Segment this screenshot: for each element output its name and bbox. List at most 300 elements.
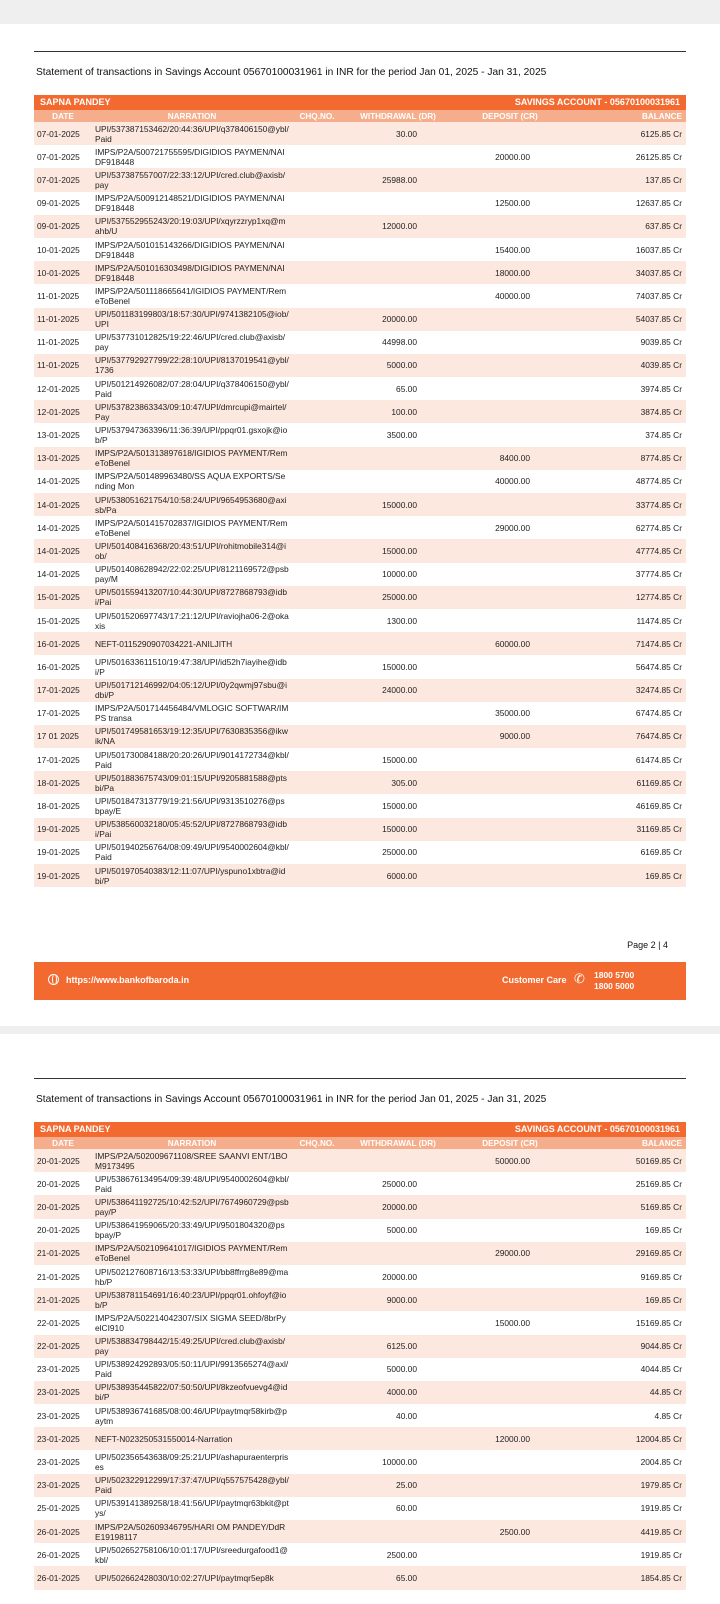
date-cell: 20-01-2025 (34, 1195, 92, 1218)
transactions-body (34, 122, 686, 887)
table-row (34, 493, 686, 516)
withdrawal-cell: 25.00 (342, 1474, 454, 1497)
narration-cell: UPI/537552955243/20:19:03/UPI/xqyrzzryp1xq@mahb/U (92, 215, 292, 238)
withdrawal-cell (342, 1427, 454, 1450)
balance-cell: 9169.85 Cr (566, 1265, 686, 1288)
narration-cell: NEFT-N023250531550014-Narration (92, 1427, 292, 1450)
balance-cell: 4039.85 Cr (566, 354, 686, 377)
balance-cell: 56474.85 Cr (566, 655, 686, 678)
chq-cell (292, 586, 342, 609)
table-row (34, 748, 686, 771)
chq-cell (292, 284, 342, 307)
chq-cell (292, 1404, 342, 1427)
narration-cell: UPI/501970540383/12:11:07/UPI/yspuno1xbtra@idbi/P (92, 864, 292, 887)
chq-cell (292, 447, 342, 470)
deposit-cell (454, 655, 566, 678)
withdrawal-cell: 15000.00 (342, 493, 454, 516)
narration-cell: IMPS/P2A/501714456484/VMLOGIC SOFTWAR/IMPS transa (92, 702, 292, 725)
deposit-cell (454, 563, 566, 586)
table-row (34, 1172, 686, 1195)
table-row (34, 586, 686, 609)
narration-cell: IMPS/P2A/501313897618/IGIDIOS PAYMENT/RemeToBenel (92, 447, 292, 470)
deposit-cell (454, 609, 566, 632)
balance-cell: 6169.85 Cr (566, 841, 686, 864)
balance-cell: 12004.85 Cr (566, 1427, 686, 1450)
chq-cell (292, 655, 342, 678)
balance-cell: 34037.85 Cr (566, 261, 686, 284)
withdrawal-cell: 25000.00 (342, 1172, 454, 1195)
table-row (34, 1149, 686, 1172)
table-row (34, 145, 686, 168)
chq-cell (292, 122, 342, 145)
page-separator (0, 1026, 720, 1034)
globe-icon (48, 974, 59, 985)
narration-cell: UPI/538051621754/10:58:24/UPI/9654953680@axisb/Pa (92, 493, 292, 516)
deposit-cell (454, 1450, 566, 1473)
chq-cell (292, 331, 342, 354)
withdrawal-cell: 5000.00 (342, 1219, 454, 1242)
deposit-cell (454, 1219, 566, 1242)
table-row (34, 1265, 686, 1288)
deposit-cell (454, 400, 566, 423)
deposit-cell (454, 122, 566, 145)
narration-cell: UPI/501214926082/07:28:04/UPI/q378406150@ybl/Paid (92, 377, 292, 400)
narration-cell: UPI/537792927799/22:28:10/UPI/8137019541@ybl/1736 (92, 354, 292, 377)
date-cell: 21-01-2025 (34, 1265, 92, 1288)
deposit-cell: 35000.00 (454, 702, 566, 725)
table-row (34, 238, 686, 261)
chq-cell (292, 377, 342, 400)
date-cell: 07-01-2025 (34, 122, 92, 145)
deposit-cell (454, 748, 566, 771)
date-cell: 12-01-2025 (34, 400, 92, 423)
withdrawal-cell: 60.00 (342, 1497, 454, 1520)
col-chq-no: CHQ.NO. (292, 1137, 342, 1149)
statement-title: Statement of transactions in Savings Account 05670100031961 in INR for the period Jan 01, 2025 - Jan 31, 2025 (36, 67, 547, 78)
narration-cell: UPI/502356543638/09:25:21/UPI/ashapuraenterprises (92, 1450, 292, 1473)
table-row (34, 1474, 686, 1497)
deposit-cell (454, 539, 566, 562)
chq-cell (292, 679, 342, 702)
table-row (34, 192, 686, 215)
chq-cell (292, 771, 342, 794)
chq-cell (292, 609, 342, 632)
balance-cell: 29169.85 Cr (566, 1242, 686, 1265)
deposit-cell: 40000.00 (454, 470, 566, 493)
deposit-cell (454, 1381, 566, 1404)
date-cell: 18-01-2025 (34, 794, 92, 817)
chq-cell (292, 354, 342, 377)
chq-cell (292, 1195, 342, 1218)
date-cell: 17 01 2025 (34, 725, 92, 748)
table-row (34, 261, 686, 284)
narration-cell: UPI/501712146992/04:05:12/UPI/0y2qwmj97sbu@idbi/P (92, 679, 292, 702)
col-date: DATE (34, 1137, 92, 1149)
balance-cell: 61474.85 Cr (566, 748, 686, 771)
withdrawal-cell: 9000.00 (342, 1288, 454, 1311)
chq-cell (292, 470, 342, 493)
date-cell: 12-01-2025 (34, 377, 92, 400)
withdrawal-cell: 3500.00 (342, 423, 454, 446)
account-number-label: SAVINGS ACCOUNT - 05670100031961 (514, 97, 680, 107)
balance-cell: 46169.85 Cr (566, 794, 686, 817)
deposit-cell (454, 1358, 566, 1381)
phone-icon: ✆ (574, 971, 585, 986)
chq-cell (292, 215, 342, 238)
deposit-cell: 15400.00 (454, 238, 566, 261)
withdrawal-cell: 5000.00 (342, 354, 454, 377)
header-rule (34, 1078, 686, 1079)
deposit-cell (454, 1172, 566, 1195)
customer-care-numbers (594, 970, 634, 992)
withdrawal-cell (342, 284, 454, 307)
date-cell: 23-01-2025 (34, 1427, 92, 1450)
date-cell: 14-01-2025 (34, 470, 92, 493)
table-row (34, 725, 686, 748)
table-row (34, 1404, 686, 1427)
transactions-body (34, 1149, 686, 1590)
deposit-cell: 12500.00 (454, 192, 566, 215)
date-cell: 14-01-2025 (34, 539, 92, 562)
balance-cell: 26125.85 Cr (566, 145, 686, 168)
chq-cell (292, 1335, 342, 1358)
withdrawal-cell: 1300.00 (342, 609, 454, 632)
chq-cell (292, 423, 342, 446)
narration-cell: UPI/501520697743/17:21:12/UPI/raviojha06-2@okaxis (92, 609, 292, 632)
table-row (34, 1381, 686, 1404)
chq-cell (292, 493, 342, 516)
balance-cell: 71474.85 Cr (566, 632, 686, 655)
withdrawal-cell: 100.00 (342, 400, 454, 423)
narration-cell: IMPS/P2A/501016303498/DIGIDIOS PAYMEN/NAIDF918448 (92, 261, 292, 284)
date-cell: 26-01-2025 (34, 1520, 92, 1543)
deposit-cell: 15000.00 (454, 1311, 566, 1334)
narration-cell: IMPS/P2A/502009671108/SREE SAANVI ENT/1BOM9173495 (92, 1149, 292, 1172)
withdrawal-cell: 44998.00 (342, 331, 454, 354)
withdrawal-cell: 6125.00 (342, 1335, 454, 1358)
chq-cell (292, 1566, 342, 1589)
chq-cell (292, 1358, 342, 1381)
withdrawal-cell (342, 145, 454, 168)
balance-cell: 169.85 Cr (566, 1288, 686, 1311)
balance-cell: 4044.85 Cr (566, 1358, 686, 1381)
balance-cell: 31169.85 Cr (566, 818, 686, 841)
deposit-cell: 29000.00 (454, 516, 566, 539)
table-header-row (34, 1137, 686, 1149)
narration-cell: UPI/537823863343/09:10:47/UPI/dmrcupi@mairtel/Pay (92, 400, 292, 423)
narration-cell: IMPS/P2A/500721755595/DIGIDIOS PAYMEN/NAIDF918448 (92, 145, 292, 168)
balance-cell: 44.85 Cr (566, 1381, 686, 1404)
chq-cell (292, 1219, 342, 1242)
date-cell: 11-01-2025 (34, 331, 92, 354)
narration-cell: UPI/501408628942/22:02:25/UPI/8121169572@psbpay/M (92, 563, 292, 586)
date-cell: 19-01-2025 (34, 818, 92, 841)
deposit-cell (454, 493, 566, 516)
table-row (34, 470, 686, 493)
deposit-cell (454, 215, 566, 238)
narration-cell: UPI/538834798442/15:49:25/UPI/cred.club@axisb/pay (92, 1335, 292, 1358)
table-row (34, 1195, 686, 1218)
account-header-bar (34, 1122, 686, 1137)
balance-cell: 4.85 Cr (566, 1404, 686, 1427)
date-cell: 17-01-2025 (34, 748, 92, 771)
date-cell: 14-01-2025 (34, 493, 92, 516)
chq-cell (292, 1149, 342, 1172)
balance-cell: 1919.85 Cr (566, 1497, 686, 1520)
table-row (34, 1242, 686, 1265)
date-cell: 23-01-2025 (34, 1474, 92, 1497)
balance-cell: 67474.85 Cr (566, 702, 686, 725)
col-narration: NARRATION (92, 110, 292, 122)
balance-cell: 61169.85 Cr (566, 771, 686, 794)
chq-cell (292, 1381, 342, 1404)
date-cell: 09-01-2025 (34, 215, 92, 238)
transactions-table (34, 110, 686, 887)
table-row (34, 354, 686, 377)
narration-cell: UPI/501847313779/19:21:56/UPI/9313510276@psbpay/E (92, 794, 292, 817)
chq-cell (292, 1172, 342, 1195)
bank-website-link[interactable]: https://www.bankofbaroda.in (66, 975, 190, 985)
account-number-label: SAVINGS ACCOUNT - 05670100031961 (514, 1124, 680, 1134)
date-cell: 20-01-2025 (34, 1149, 92, 1172)
deposit-cell (454, 1566, 566, 1589)
narration-cell: IMPS/P2A/500912148521/DIGIDIOS PAYMEN/NAIDF918448 (92, 192, 292, 215)
balance-cell: 54037.85 Cr (566, 308, 686, 331)
table-row (34, 609, 686, 632)
phone-number-2[interactable]: 1800 5000 (594, 981, 635, 991)
table-row (34, 215, 686, 238)
balance-cell: 15169.85 Cr (566, 1311, 686, 1334)
deposit-cell: 50000.00 (454, 1149, 566, 1172)
table-row (34, 168, 686, 191)
table-row (34, 702, 686, 725)
header-rule (34, 51, 686, 52)
table-row (34, 1566, 686, 1589)
col-withdrawal: WITHDRAWAL (DR) (342, 1137, 454, 1149)
narration-cell: IMPS/P2A/501415702837/IGIDIOS PAYMENT/RemeToBenel (92, 516, 292, 539)
date-cell: 11-01-2025 (34, 354, 92, 377)
chq-cell (292, 748, 342, 771)
narration-cell: UPI/537947363396/11:36:39/UPI/ppqr01.gsxojk@iob/P (92, 423, 292, 446)
table-row (34, 679, 686, 702)
withdrawal-cell (342, 1520, 454, 1543)
table-row (34, 655, 686, 678)
transactions-table (34, 1137, 686, 1590)
table-row (34, 423, 686, 446)
narration-cell: UPI/501183199803/18:57:30/UPI/9741382105@iob/UPI (92, 308, 292, 331)
date-cell: 11-01-2025 (34, 284, 92, 307)
deposit-cell: 60000.00 (454, 632, 566, 655)
narration-cell: UPI/501408416368/20:43:51/UPI/rohitmobile314@iob/ (92, 539, 292, 562)
withdrawal-cell: 30.00 (342, 122, 454, 145)
date-cell: 16-01-2025 (34, 632, 92, 655)
date-cell: 19-01-2025 (34, 841, 92, 864)
narration-cell: UPI/538936741685/08:00:46/UPI/paytmqr58kirb@paytm (92, 1404, 292, 1427)
deposit-cell: 12000.00 (454, 1427, 566, 1450)
date-cell: 15-01-2025 (34, 586, 92, 609)
date-cell: 26-01-2025 (34, 1566, 92, 1589)
date-cell: 23-01-2025 (34, 1450, 92, 1473)
date-cell: 09-01-2025 (34, 192, 92, 215)
withdrawal-cell (342, 1311, 454, 1334)
chq-cell (292, 1450, 342, 1473)
balance-cell: 74037.85 Cr (566, 284, 686, 307)
deposit-cell (454, 377, 566, 400)
account-header-bar (34, 95, 686, 110)
chq-cell (292, 794, 342, 817)
balance-cell: 12637.85 Cr (566, 192, 686, 215)
narration-cell: UPI/538676134954/09:39:48/UPI/9540002604@kbl/Paid (92, 1172, 292, 1195)
date-cell: 16-01-2025 (34, 655, 92, 678)
deposit-cell (454, 679, 566, 702)
table-row (34, 1497, 686, 1520)
balance-cell: 169.85 Cr (566, 1219, 686, 1242)
statement-page-2 (0, 1034, 720, 1604)
withdrawal-cell: 15000.00 (342, 748, 454, 771)
date-cell: 10-01-2025 (34, 261, 92, 284)
withdrawal-cell: 15000.00 (342, 655, 454, 678)
withdrawal-cell: 25000.00 (342, 841, 454, 864)
col-deposit: DEPOSIT (CR) (454, 110, 566, 122)
balance-cell: 32474.85 Cr (566, 679, 686, 702)
date-cell: 10-01-2025 (34, 238, 92, 261)
balance-cell: 33774.85 Cr (566, 493, 686, 516)
deposit-cell (454, 308, 566, 331)
chq-cell (292, 864, 342, 887)
withdrawal-cell: 25988.00 (342, 168, 454, 191)
deposit-cell: 40000.00 (454, 284, 566, 307)
chq-cell (292, 841, 342, 864)
withdrawal-cell: 20000.00 (342, 1265, 454, 1288)
deposit-cell (454, 1404, 566, 1427)
customer-care-label: Customer Care (502, 975, 567, 985)
narration-cell: UPI/538641192725/10:42:52/UPI/7674960729@psbpay/P (92, 1195, 292, 1218)
table-row (34, 1427, 686, 1450)
narration-cell: UPI/538924292893/05:50:11/UPI/9913565274@axl/Paid (92, 1358, 292, 1381)
narration-cell: UPI/501730084188/20:20:26/UPI/9014172734@kbl/Paid (92, 748, 292, 771)
account-holder-name: SAPNA PANDEY (40, 1124, 111, 1134)
chq-cell (292, 1497, 342, 1520)
deposit-cell (454, 794, 566, 817)
date-cell: 13-01-2025 (34, 423, 92, 446)
date-cell: 14-01-2025 (34, 516, 92, 539)
chq-cell (292, 261, 342, 284)
narration-cell: UPI/537731012825/19:22:46/UPI/cred.club@axisb/pay (92, 331, 292, 354)
withdrawal-cell: 10000.00 (342, 1450, 454, 1473)
col-balance: BALANCE (566, 110, 686, 122)
date-cell: 14-01-2025 (34, 563, 92, 586)
chq-cell (292, 1311, 342, 1334)
table-row (34, 539, 686, 562)
narration-cell: UPI/502127608716/13:53:33/UPI/bb8ffrrg8e89@mahb/P (92, 1265, 292, 1288)
deposit-cell (454, 771, 566, 794)
col-balance: BALANCE (566, 1137, 686, 1149)
withdrawal-cell (342, 516, 454, 539)
statement-page-1 (0, 24, 720, 1026)
col-date: DATE (34, 110, 92, 122)
balance-cell: 1854.85 Cr (566, 1566, 686, 1589)
deposit-cell: 18000.00 (454, 261, 566, 284)
deposit-cell (454, 1543, 566, 1566)
date-cell: 23-01-2025 (34, 1381, 92, 1404)
table-row (34, 1543, 686, 1566)
balance-cell: 8774.85 Cr (566, 447, 686, 470)
phone-number-1[interactable]: 1800 5700 (594, 970, 635, 980)
balance-cell: 9039.85 Cr (566, 331, 686, 354)
date-cell: 23-01-2025 (34, 1358, 92, 1381)
withdrawal-cell (342, 1149, 454, 1172)
statement-title: Statement of transactions in Savings Account 05670100031961 in INR for the period Jan 01, 2025 - Jan 31, 2025 (36, 1094, 547, 1105)
table-row (34, 447, 686, 470)
withdrawal-cell: 40.00 (342, 1404, 454, 1427)
table-row (34, 632, 686, 655)
narration-cell: UPI/501633611510/19:47:38/UPI/id52h7iayihe@idbi/P (92, 655, 292, 678)
narration-cell: UPI/537387153462/20:44:36/UPI/q378406150@ybl/Paid (92, 122, 292, 145)
deposit-cell (454, 1265, 566, 1288)
withdrawal-cell: 6000.00 (342, 864, 454, 887)
withdrawal-cell: 15000.00 (342, 794, 454, 817)
deposit-cell (454, 1497, 566, 1520)
withdrawal-cell: 5000.00 (342, 1358, 454, 1381)
balance-cell: 169.85 Cr (566, 864, 686, 887)
withdrawal-cell (342, 1242, 454, 1265)
chq-cell (292, 1265, 342, 1288)
balance-cell: 48774.85 Cr (566, 470, 686, 493)
withdrawal-cell: 24000.00 (342, 679, 454, 702)
chq-cell (292, 1543, 342, 1566)
withdrawal-cell (342, 192, 454, 215)
table-row (34, 1358, 686, 1381)
balance-cell: 5169.85 Cr (566, 1195, 686, 1218)
chq-cell (292, 516, 342, 539)
chq-cell (292, 400, 342, 423)
narration-cell: NEFT-0115290907034221-ANILJITH (92, 632, 292, 655)
narration-cell: IMPS/P2A/501489963480/SS AQUA EXPORTS/Sending Mon (92, 470, 292, 493)
date-cell: 21-01-2025 (34, 1288, 92, 1311)
table-row (34, 1311, 686, 1334)
chq-cell (292, 308, 342, 331)
page-number: Page 2 | 4 (627, 940, 668, 950)
narration-cell: UPI/538935445822/07:50:50/UPI/8kzeofvuevg4@idbi/P (92, 1381, 292, 1404)
withdrawal-cell (342, 238, 454, 261)
chq-cell (292, 725, 342, 748)
deposit-cell (454, 818, 566, 841)
table-row (34, 122, 686, 145)
table-row (34, 1335, 686, 1358)
withdrawal-cell: 4000.00 (342, 1381, 454, 1404)
chq-cell (292, 539, 342, 562)
narration-cell: UPI/538641959065/20:33:49/UPI/9501804320@psbpay/P (92, 1219, 292, 1242)
deposit-cell (454, 1288, 566, 1311)
balance-cell: 62774.85 Cr (566, 516, 686, 539)
withdrawal-cell (342, 447, 454, 470)
deposit-cell: 29000.00 (454, 1242, 566, 1265)
deposit-cell: 8400.00 (454, 447, 566, 470)
footer-bar (34, 962, 686, 1000)
table-row (34, 331, 686, 354)
balance-cell: 4419.85 Cr (566, 1520, 686, 1543)
chq-cell (292, 702, 342, 725)
withdrawal-cell: 20000.00 (342, 1195, 454, 1218)
table-row (34, 308, 686, 331)
narration-cell: IMPS/P2A/502214042307/SIX SIGMA SEED/8brPyelCI910 (92, 1311, 292, 1334)
chq-cell (292, 168, 342, 191)
balance-cell: 637.85 Cr (566, 215, 686, 238)
chq-cell (292, 1474, 342, 1497)
table-row (34, 771, 686, 794)
chq-cell (292, 818, 342, 841)
date-cell: 22-01-2025 (34, 1335, 92, 1358)
